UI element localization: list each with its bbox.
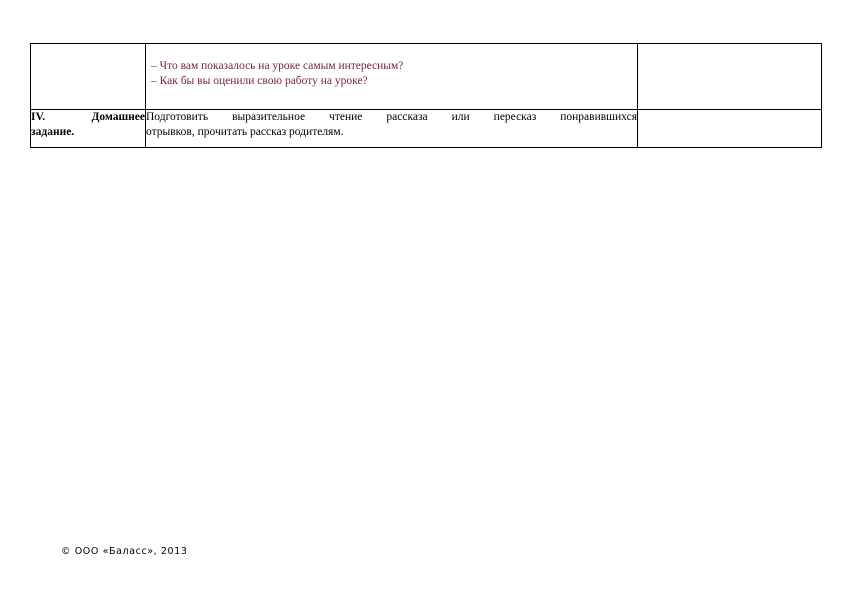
homework-notes-cell (638, 110, 822, 148)
notes-cell-empty (638, 44, 822, 110)
reflection-questions-cell (146, 44, 638, 110)
question-self-assessment: – Как бы вы оценили свою работу на уроке? (151, 75, 368, 87)
stage-heading-line (31, 110, 145, 125)
question-list (146, 44, 637, 89)
table-row-homework (31, 110, 822, 148)
stage-number: IV. (31, 111, 46, 123)
copyright-footer: © ООО «Баласс», 2013 (61, 546, 188, 557)
lesson-plan-table (30, 43, 822, 148)
homework-content-cell (146, 110, 638, 148)
stage-title-word: Домашнее (91, 111, 145, 123)
stage-title-continuation: задание. (31, 126, 75, 138)
homework-stage-cell (31, 110, 146, 148)
homework-text-line2: отрывков, прочитать рассказ родителям. (146, 126, 344, 138)
homework-text-line1: Подготовить выразительное чтение рассказа или пересказ понравившихся (146, 111, 637, 123)
table-row-reflection (31, 44, 822, 110)
stage-cell-empty (31, 44, 146, 110)
question-interesting: – Что вам показалось на уроке самым интересным? (151, 60, 404, 72)
